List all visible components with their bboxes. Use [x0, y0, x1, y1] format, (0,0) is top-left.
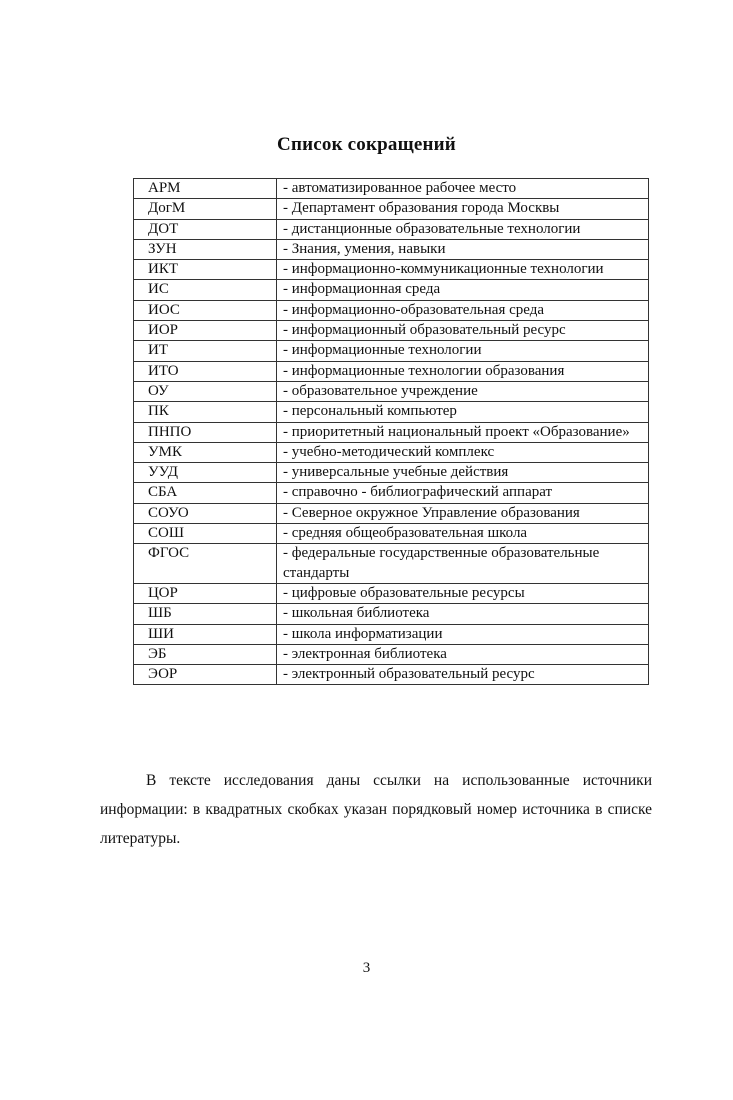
- abbreviation-code: ЭБ: [134, 644, 277, 664]
- abbreviation-description: - информационно-коммуникационные технологии: [277, 260, 649, 280]
- page-title: Список сокращений: [277, 134, 456, 155]
- abbreviation-description: - информационно-образовательная среда: [277, 300, 649, 320]
- abbreviation-description: - дистанционные образовательные технологии: [277, 219, 649, 239]
- abbreviation-code: СБА: [134, 483, 277, 503]
- abbreviation-row: [134, 463, 649, 483]
- abbreviation-row: [134, 260, 649, 280]
- abbreviation-row: [134, 644, 649, 664]
- abbreviation-code: ОУ: [134, 381, 277, 401]
- abbreviation-code: СОШ: [134, 524, 277, 544]
- abbreviation-description: - информационная среда: [277, 280, 649, 300]
- abbreviation-description: - персональный компьютер: [277, 402, 649, 422]
- body-paragraph: [100, 766, 652, 853]
- abbreviation-code: ДОТ: [134, 219, 277, 239]
- abbreviation-row: [134, 665, 649, 685]
- abbreviation-description: - приоритетный национальный проект «Образование»: [277, 422, 649, 442]
- abbreviation-code: ЭОР: [134, 665, 277, 685]
- abbreviation-row: [134, 524, 649, 544]
- abbreviation-description: - школа информатизации: [277, 624, 649, 644]
- abbreviation-description: - универсальные учебные действия: [277, 463, 649, 483]
- abbreviation-description: - образовательное учреждение: [277, 381, 649, 401]
- abbreviation-row: [134, 361, 649, 381]
- abbreviation-row: [134, 300, 649, 320]
- abbreviation-description: - школьная библиотека: [277, 604, 649, 624]
- abbreviation-description: - электронная библиотека: [277, 644, 649, 664]
- abbreviation-row: [134, 341, 649, 361]
- abbreviation-row: [134, 321, 649, 341]
- abbreviation-code: ПНПО: [134, 422, 277, 442]
- abbreviations-table: [133, 178, 649, 685]
- abbreviation-row: [134, 219, 649, 239]
- abbreviation-code: ШИ: [134, 624, 277, 644]
- abbreviation-row: [134, 483, 649, 503]
- abbreviation-description: - учебно-методический комплекс: [277, 442, 649, 462]
- abbreviation-description: - Знания, умения, навыки: [277, 239, 649, 259]
- abbreviation-code: ДогМ: [134, 199, 277, 219]
- abbreviation-description: - информационные технологии образования: [277, 361, 649, 381]
- paragraph-text: В тексте исследования даны ссылки на использованные источники информации: в квадратных скобках указан порядковый номер источника в списке литературы.: [100, 772, 652, 847]
- abbreviation-code: ИС: [134, 280, 277, 300]
- abbreviation-code: ИТ: [134, 341, 277, 361]
- abbreviation-row: [134, 422, 649, 442]
- abbreviation-code: УМК: [134, 442, 277, 462]
- abbreviation-row: [134, 402, 649, 422]
- abbreviation-row: [134, 544, 649, 584]
- abbreviation-row: [134, 199, 649, 219]
- abbreviation-description: - Северное окружное Управление образования: [277, 503, 649, 523]
- abbreviation-code: ШБ: [134, 604, 277, 624]
- abbreviation-row: [134, 239, 649, 259]
- abbreviation-description: - информационные технологии: [277, 341, 649, 361]
- abbreviation-description: - средняя общеобразовательная школа: [277, 524, 649, 544]
- abbreviation-row: [134, 442, 649, 462]
- abbreviation-code: ПК: [134, 402, 277, 422]
- abbreviation-code: ФГОС: [134, 544, 277, 584]
- abbreviation-code: УУД: [134, 463, 277, 483]
- abbreviation-description: - федеральные государственные образовательные стандарты: [277, 544, 649, 584]
- abbreviation-row: [134, 583, 649, 603]
- abbreviation-code: ЗУН: [134, 239, 277, 259]
- abbreviation-description: - цифровые образовательные ресурсы: [277, 583, 649, 603]
- abbreviation-row: [134, 624, 649, 644]
- abbreviation-code: ИКТ: [134, 260, 277, 280]
- abbreviation-description: - электронный образовательный ресурс: [277, 665, 649, 685]
- abbreviation-code: ЦОР: [134, 583, 277, 603]
- abbreviation-description: - автоматизированное рабочее место: [277, 179, 649, 199]
- abbreviation-code: СОУО: [134, 503, 277, 523]
- abbreviation-description: - Департамент образования города Москвы: [277, 199, 649, 219]
- abbreviation-description: - информационный образовательный ресурс: [277, 321, 649, 341]
- abbreviation-row: [134, 280, 649, 300]
- abbreviations-table-body: [134, 179, 649, 685]
- abbreviation-row: [134, 381, 649, 401]
- abbreviation-code: ИТО: [134, 361, 277, 381]
- abbreviation-code: АРМ: [134, 179, 277, 199]
- abbreviation-row: [134, 179, 649, 199]
- abbreviation-row: [134, 503, 649, 523]
- abbreviation-description: - справочно - библиографический аппарат: [277, 483, 649, 503]
- abbreviation-code: ИОР: [134, 321, 277, 341]
- abbreviation-row: [134, 604, 649, 624]
- page-number: 3: [362, 960, 371, 976]
- abbreviation-code: ИОС: [134, 300, 277, 320]
